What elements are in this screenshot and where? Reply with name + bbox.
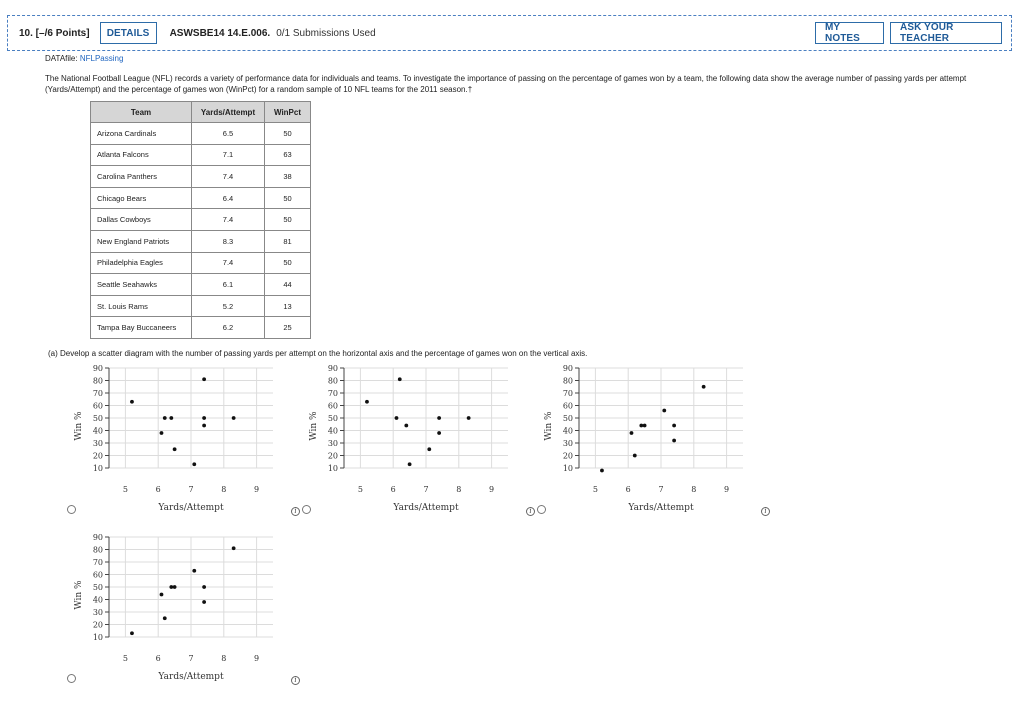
y-tick-label: 60 (562, 401, 573, 411)
y-tick-label: 10 (92, 633, 103, 642)
data-table (90, 101, 311, 339)
scatter-point (169, 585, 173, 589)
team-cell: Atlanta Falcons (91, 144, 192, 166)
my-notes-button[interactable]: MY NOTES (815, 22, 884, 44)
x-tick-label: 7 (188, 485, 194, 494)
y-tick-label: 80 (92, 376, 103, 386)
x-tick-label: 5 (122, 485, 128, 494)
winpct-cell: 50 (265, 252, 311, 274)
x-tick-label: 5 (592, 485, 598, 494)
winpct-cell: 38 (265, 166, 311, 188)
scatter-point (202, 600, 206, 604)
scatter-option-3 (535, 362, 750, 520)
y-tick-label: 20 (327, 451, 338, 461)
y-tick-label: 50 (327, 414, 338, 423)
winpct-cell: 81 (265, 230, 311, 252)
table-row (91, 123, 311, 145)
scatter-point (672, 424, 676, 428)
y-tick-label: 70 (327, 389, 338, 398)
question-id: ASWSBE14 14.E.006. (169, 27, 271, 39)
y-axis-label: Win % (74, 580, 84, 610)
scatter-point (395, 416, 399, 420)
scatter-point (192, 569, 196, 573)
table-row (91, 187, 311, 209)
table-header-row (91, 102, 311, 123)
winpct-cell: 25 (265, 317, 311, 339)
x-tick-label: 8 (221, 654, 227, 663)
scatter-point (404, 424, 408, 428)
team-cell: Chicago Bears (91, 187, 192, 209)
y-tick-label: 90 (92, 364, 103, 373)
y-tick-label: 20 (562, 451, 573, 461)
yards-cell: 6.4 (192, 187, 265, 209)
x-axis-label: Yards/Attempt (158, 672, 224, 682)
scatter-point (192, 462, 196, 466)
scatter-point (427, 447, 431, 451)
winpct-cell: 63 (265, 144, 311, 166)
y-axis-label: Win % (74, 411, 84, 441)
yards-cell: 6.5 (192, 123, 265, 145)
y-tick-label: 30 (92, 608, 103, 617)
yards-cell: 7.4 (192, 209, 265, 231)
scatter-point (702, 385, 706, 389)
scatter-point (160, 431, 164, 435)
scatter-point (202, 424, 206, 428)
winpct-cell: 50 (265, 187, 311, 209)
datafile-link[interactable]: NFLPassing (79, 54, 124, 63)
y-tick-label: 80 (327, 376, 338, 386)
team-cell: Philadelphia Eagles (91, 252, 192, 274)
scatter-point (639, 424, 643, 428)
yards-cell: 7.1 (192, 144, 265, 166)
scatter-point (173, 585, 177, 589)
y-axis-label: Win % (544, 411, 554, 441)
team-cell: St. Louis Rams (91, 295, 192, 317)
yards-cell: 7.4 (192, 166, 265, 188)
table-row (91, 295, 311, 317)
scatter-point (365, 400, 369, 404)
x-axis-label: Yards/Attempt (628, 503, 694, 513)
y-tick-label: 90 (92, 533, 103, 542)
y-tick-label: 70 (92, 558, 103, 567)
submissions-used: 0/1 Submissions Used (276, 27, 376, 39)
scatter-point (163, 616, 167, 620)
scatter-point (467, 416, 471, 420)
table-row (91, 274, 311, 296)
scatter-point (662, 409, 666, 413)
table-row (91, 230, 311, 252)
y-tick-label: 30 (327, 439, 338, 448)
scatter-point (437, 416, 441, 420)
x-tick-label: 6 (155, 485, 161, 494)
scatter-point (643, 424, 647, 428)
y-tick-label: 70 (562, 389, 573, 398)
y-tick-label: 70 (92, 389, 103, 398)
x-tick-label: 5 (357, 485, 363, 494)
x-tick-label: 9 (254, 654, 260, 663)
scatter-point (130, 400, 134, 404)
y-tick-label: 50 (562, 414, 573, 423)
info-icon[interactable]: i (761, 507, 770, 516)
x-tick-label: 9 (724, 485, 730, 494)
info-icon[interactable]: i (526, 507, 535, 516)
x-tick-label: 7 (423, 485, 429, 494)
x-axis-label: Yards/Attempt (393, 503, 459, 513)
winpct-cell: 13 (265, 295, 311, 317)
y-tick-label: 20 (92, 620, 103, 630)
team-cell: Arizona Cardinals (91, 123, 192, 145)
details-button[interactable]: DETAILS (100, 22, 157, 44)
yards-cell: 6.2 (192, 317, 265, 339)
team-cell: Dallas Cowboys (91, 209, 192, 231)
y-tick-label: 20 (92, 451, 103, 461)
scatter-option-2 (300, 362, 515, 520)
winpct-cell: 44 (265, 274, 311, 296)
yards-cell: 7.4 (192, 252, 265, 274)
y-tick-label: 30 (92, 439, 103, 448)
y-tick-label: 90 (562, 364, 573, 373)
yards-cell: 5.2 (192, 295, 265, 317)
scatter-point (232, 416, 236, 420)
scatter-point (672, 439, 676, 443)
scatter-point (633, 454, 637, 458)
table-row (91, 209, 311, 231)
table-row (91, 252, 311, 274)
x-tick-label: 7 (188, 654, 194, 663)
scatter-point (600, 469, 604, 473)
x-tick-label: 6 (155, 654, 161, 663)
y-tick-label: 60 (92, 401, 103, 411)
scatter-point (437, 431, 441, 435)
table-row (91, 317, 311, 339)
scatter-point (202, 585, 206, 589)
scatter-point (202, 377, 206, 381)
y-tick-label: 60 (327, 401, 338, 411)
scatter-point (160, 593, 164, 597)
y-tick-label: 10 (327, 464, 338, 473)
scatter-point (130, 631, 134, 635)
y-tick-label: 40 (327, 426, 338, 436)
y-axis-label: Win % (309, 411, 319, 441)
y-tick-label: 30 (562, 439, 573, 448)
scatter-point (408, 462, 412, 466)
winpct-cell: 50 (265, 209, 311, 231)
question-intro: The National Football League (NFL) records a variety of performance data for individuals and teams. To investigate the importance of passing on the percentage of games won by a team, the following data show the average number of passing yards per attempt (Yards/Attempt) and the percentage of games won (WinPct) for a random sample of 10 NFL teams for the 2011 season.† (45, 74, 967, 94)
y-tick-label: 10 (92, 464, 103, 473)
datafile-line (45, 54, 123, 63)
table-row (91, 166, 311, 188)
ask-your-teacher-button[interactable]: ASK YOUR TEACHER (890, 22, 1002, 44)
x-tick-label: 9 (489, 485, 495, 494)
scatter-point (398, 377, 402, 381)
scatter-option-4 (65, 531, 280, 689)
scatter-option-1 (65, 362, 280, 520)
scatter-point (630, 431, 634, 435)
scatter-point (163, 416, 167, 420)
team-cell: Tampa Bay Buccaneers (91, 317, 192, 339)
header-yards-attempt: Yards/Attempt (192, 102, 265, 123)
y-tick-label: 10 (562, 464, 573, 473)
winpct-cell: 50 (265, 123, 311, 145)
y-tick-label: 40 (562, 426, 573, 436)
datafile-label: DATAfile: (45, 54, 78, 63)
radio-option-1[interactable] (67, 505, 76, 514)
info-icon[interactable]: i (291, 507, 300, 516)
team-cell: New England Patriots (91, 230, 192, 252)
y-tick-label: 80 (562, 376, 573, 386)
header-winpct: WinPct (265, 102, 311, 123)
x-tick-label: 8 (221, 485, 227, 494)
scatter-point (169, 416, 173, 420)
question-number: 10. [–/6 Points] (19, 27, 90, 39)
x-tick-label: 6 (390, 485, 396, 494)
yards-cell: 6.1 (192, 274, 265, 296)
scatter-point (232, 546, 236, 550)
table-row (91, 144, 311, 166)
part-a-prompt: (a) Develop a scatter diagram with the number of passing yards per attempt on the horizontal axis and the percentage of games won on the vertical axis. (48, 349, 588, 358)
x-tick-label: 5 (122, 654, 128, 663)
y-tick-label: 40 (92, 426, 103, 436)
radio-option-4[interactable] (67, 674, 76, 683)
x-tick-label: 9 (254, 485, 260, 494)
radio-option-3[interactable] (537, 505, 546, 514)
y-tick-label: 50 (92, 583, 103, 592)
y-tick-label: 80 (92, 545, 103, 555)
y-tick-label: 40 (92, 595, 103, 605)
y-tick-label: 60 (92, 570, 103, 580)
header-team: Team (91, 102, 192, 123)
x-tick-label: 6 (625, 485, 631, 494)
team-cell: Seattle Seahawks (91, 274, 192, 296)
scatter-point (173, 447, 177, 451)
yards-cell: 8.3 (192, 230, 265, 252)
scatter-point (202, 416, 206, 420)
x-axis-label: Yards/Attempt (158, 503, 224, 513)
info-icon[interactable]: i (291, 676, 300, 685)
y-tick-label: 50 (92, 414, 103, 423)
x-tick-label: 7 (658, 485, 664, 494)
y-tick-label: 90 (327, 364, 338, 373)
question-header (7, 15, 1012, 51)
team-cell: Carolina Panthers (91, 166, 192, 188)
x-tick-label: 8 (456, 485, 462, 494)
x-tick-label: 8 (691, 485, 697, 494)
radio-option-2[interactable] (302, 505, 311, 514)
